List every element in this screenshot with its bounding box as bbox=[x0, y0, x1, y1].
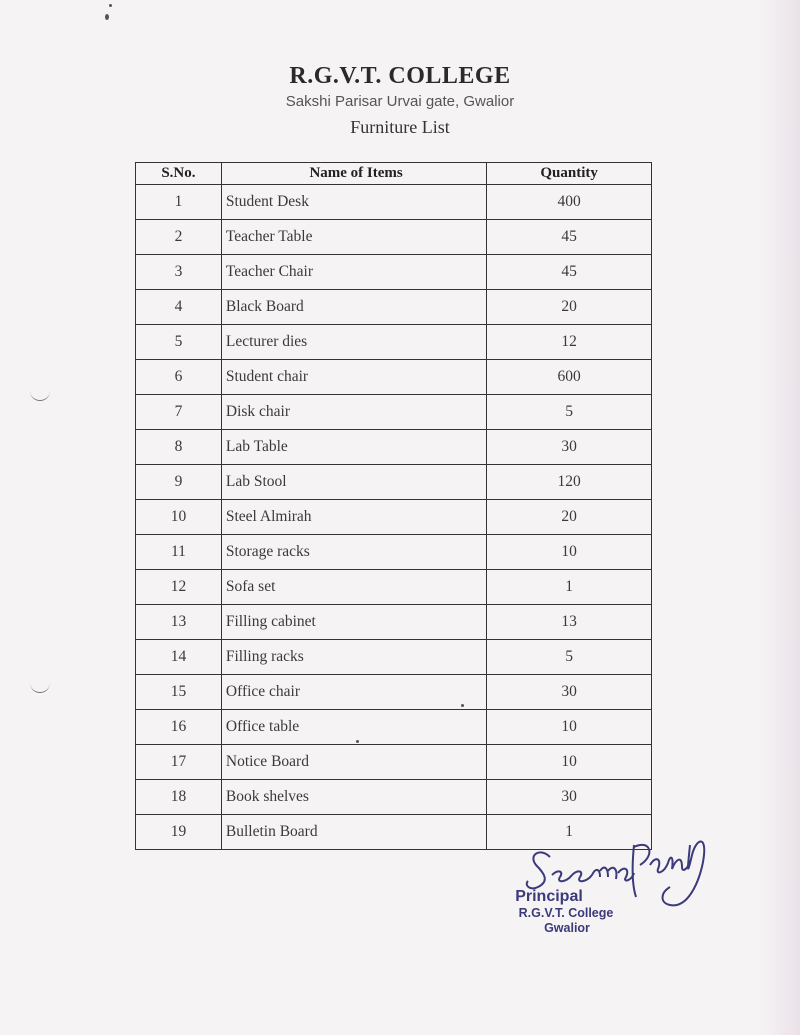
cell-item-name: Filling cabinet bbox=[221, 605, 486, 640]
cell-sno: 19 bbox=[136, 815, 222, 850]
cell-sno: 10 bbox=[136, 500, 222, 535]
table-row bbox=[136, 570, 652, 605]
cell-item-name: Teacher Table bbox=[221, 220, 486, 255]
cell-quantity: 10 bbox=[487, 745, 652, 780]
cell-quantity: 5 bbox=[487, 640, 652, 675]
cell-sno: 9 bbox=[136, 465, 222, 500]
table-row bbox=[136, 395, 652, 430]
cell-quantity: 1 bbox=[487, 815, 652, 850]
cell-quantity: 30 bbox=[487, 780, 652, 815]
stamp-city: Gwalior bbox=[544, 921, 590, 935]
table-row bbox=[136, 675, 652, 710]
table-header-row bbox=[136, 163, 652, 185]
cell-item-name: Office table bbox=[221, 710, 486, 745]
stamp-title: Principal bbox=[515, 888, 583, 905]
cell-quantity: 1 bbox=[487, 570, 652, 605]
cell-item-name: Storage racks bbox=[221, 535, 486, 570]
document-header bbox=[190, 62, 610, 138]
column-header-name: Name of Items bbox=[221, 163, 486, 185]
table-row bbox=[136, 325, 652, 360]
table-row bbox=[136, 360, 652, 395]
table-row bbox=[136, 290, 652, 325]
stamp-college: R.G.V.T. College bbox=[518, 906, 614, 920]
cell-quantity: 12 bbox=[487, 325, 652, 360]
cell-sno: 7 bbox=[136, 395, 222, 430]
table-row bbox=[136, 640, 652, 675]
cell-quantity: 10 bbox=[487, 710, 652, 745]
table-row bbox=[136, 185, 652, 220]
furniture-table bbox=[135, 162, 652, 850]
cell-quantity: 10 bbox=[487, 535, 652, 570]
cell-sno: 3 bbox=[136, 255, 222, 290]
cell-sno: 5 bbox=[136, 325, 222, 360]
cell-item-name: Lab Table bbox=[221, 430, 486, 465]
punch-hole-mark bbox=[30, 680, 50, 693]
cell-item-name: Student chair bbox=[221, 360, 486, 395]
cell-sno: 14 bbox=[136, 640, 222, 675]
cell-quantity: 600 bbox=[487, 360, 652, 395]
cell-item-name: Steel Almirah bbox=[221, 500, 486, 535]
cell-sno: 2 bbox=[136, 220, 222, 255]
cell-item-name: Disk chair bbox=[221, 395, 486, 430]
list-title: Furniture List bbox=[350, 117, 450, 137]
cell-sno: 15 bbox=[136, 675, 222, 710]
table-row bbox=[136, 500, 652, 535]
cell-quantity: 45 bbox=[487, 220, 652, 255]
college-address: Sakshi Parisar Urvai gate, Gwalior bbox=[285, 93, 515, 110]
cell-quantity: 400 bbox=[487, 185, 652, 220]
cell-item-name: Sofa set bbox=[221, 570, 486, 605]
cell-item-name: Lab Stool bbox=[221, 465, 486, 500]
cell-item-name: Bulletin Board bbox=[221, 815, 486, 850]
table-row bbox=[136, 710, 652, 745]
cell-quantity: 30 bbox=[487, 430, 652, 465]
table-row bbox=[136, 535, 652, 570]
signature-block bbox=[490, 825, 720, 955]
table-row bbox=[136, 745, 652, 780]
cell-item-name: Teacher Chair bbox=[221, 255, 486, 290]
cell-item-name: Black Board bbox=[221, 290, 486, 325]
cell-sno: 13 bbox=[136, 605, 222, 640]
cell-item-name: Filling racks bbox=[221, 640, 486, 675]
cell-quantity: 30 bbox=[487, 675, 652, 710]
cell-quantity: 5 bbox=[487, 395, 652, 430]
cell-sno: 11 bbox=[136, 535, 222, 570]
table-row bbox=[136, 255, 652, 290]
cell-sno: 12 bbox=[136, 570, 222, 605]
cell-quantity: 13 bbox=[487, 605, 652, 640]
cell-quantity: 120 bbox=[487, 465, 652, 500]
cell-sno: 8 bbox=[136, 430, 222, 465]
column-header-quantity: Quantity bbox=[487, 163, 652, 185]
table-row bbox=[136, 780, 652, 815]
college-name: R.G.V.T. COLLEGE bbox=[289, 63, 511, 89]
cell-item-name: Student Desk bbox=[221, 185, 486, 220]
paper-edge-shading bbox=[760, 0, 800, 1035]
cell-item-name: Office chair bbox=[221, 675, 486, 710]
cell-quantity: 20 bbox=[487, 290, 652, 325]
cell-sno: 6 bbox=[136, 360, 222, 395]
column-header-sno: S.No. bbox=[136, 163, 222, 185]
cell-sno: 4 bbox=[136, 290, 222, 325]
ink-speck bbox=[105, 14, 109, 20]
cell-sno: 16 bbox=[136, 710, 222, 745]
table-row bbox=[136, 430, 652, 465]
principal-stamp bbox=[490, 888, 620, 936]
table-row bbox=[136, 465, 652, 500]
table-row bbox=[136, 605, 652, 640]
table-row bbox=[136, 220, 652, 255]
cell-sno: 17 bbox=[136, 745, 222, 780]
cell-item-name: Book shelves bbox=[221, 780, 486, 815]
ink-speck bbox=[109, 4, 112, 7]
cell-sno: 1 bbox=[136, 185, 222, 220]
cell-quantity: 20 bbox=[487, 500, 652, 535]
cell-sno: 18 bbox=[136, 780, 222, 815]
cell-item-name: Notice Board bbox=[221, 745, 486, 780]
cell-item-name: Lecturer dies bbox=[221, 325, 486, 360]
punch-hole-mark bbox=[30, 388, 50, 401]
cell-quantity: 45 bbox=[487, 255, 652, 290]
table-body bbox=[136, 185, 652, 850]
